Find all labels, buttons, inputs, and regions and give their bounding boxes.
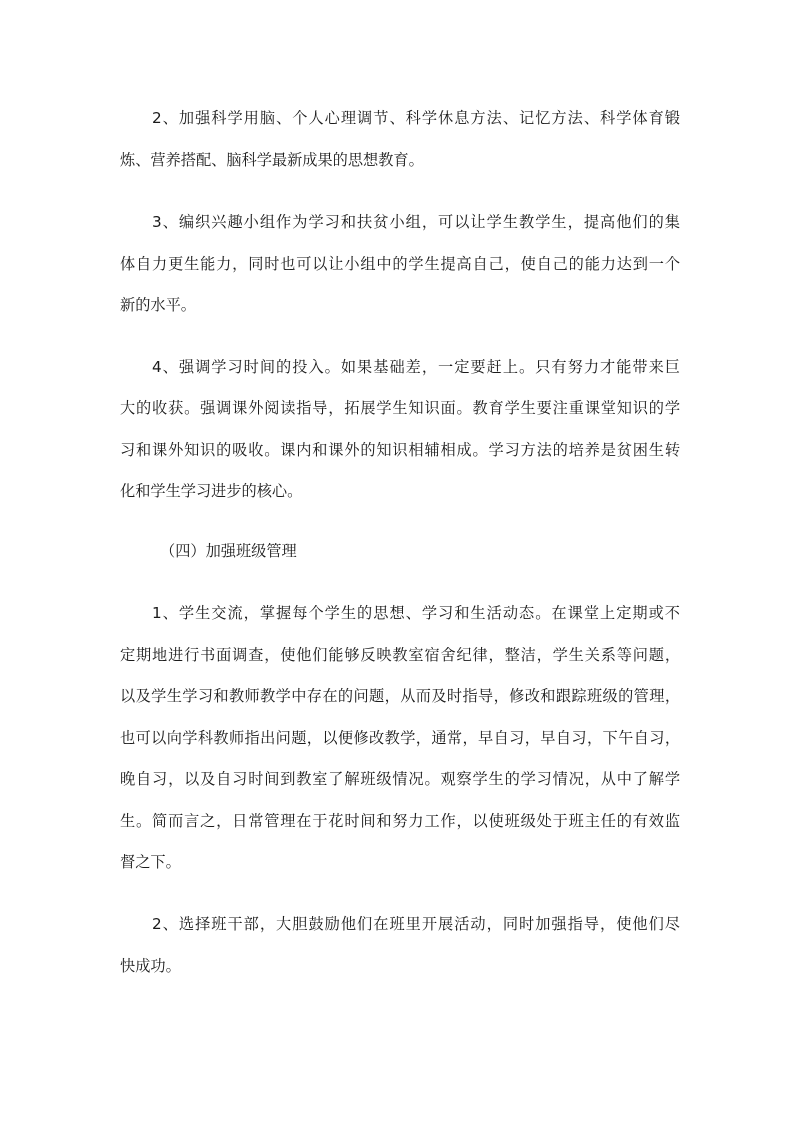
paragraph-6-line-2: 快成功。 — [120, 957, 181, 975]
paragraph-5-line-1: 1、学生交流，掌握每个学生的思想、学习和生活动态。在课堂上定期或不 — [152, 604, 680, 622]
paragraph-1-line-2: 炼、营养搭配、脑科学最新成果的思想教育。 — [120, 151, 424, 169]
paragraph-1-line-1: 2、加强科学用脑、个人心理调节、科学休息方法、记忆方法、科学体育锻 — [152, 109, 680, 127]
paragraph-6-line-1: 2、选择班干部，大胆鼓励他们在班里开展活动，同时加强指导，使他们尽 — [152, 915, 680, 933]
paragraph-2-line-2: 体自力更生能力，同时也可以让小组中的学生提高自己，使自己的能力达到一个 — [120, 255, 680, 273]
paragraph-2-line-1: 3、编织兴趣小组作为学习和扶贫小组，可以让学生教学生，提高他们的集 — [152, 213, 680, 231]
paragraph-3-line-1: 4、强调学习时间的投入。如果基础差，一定要赶上。只有努力才能带来巨 — [152, 358, 680, 376]
paragraph-3-line-4: 化和学生学习进步的核心。 — [120, 482, 303, 500]
paragraph-5-line-3: 以及学生学习和教师教学中存在的问题，从而及时指导，修改和跟踪班级的管理， — [120, 687, 680, 705]
section-heading: （四）加强班级管理 — [160, 542, 297, 560]
paragraph-3-line-3: 习和课外知识的吸收。课内和课外的知识相辅相成。学习方法的培养是贫困生转 — [120, 441, 680, 459]
paragraph-2-line-3: 新的水平。 — [120, 296, 196, 314]
paragraph-5-line-5: 晚自习，以及自习时间到教室了解班级情况。观察学生的学习情况，从中了解学 — [120, 770, 680, 788]
paragraph-3-line-2: 大的收获。强调课外阅读指导，拓展学生知识面。教育学生要注重课堂知识的学 — [120, 399, 680, 417]
paragraph-5-line-7: 督之下。 — [120, 853, 181, 871]
paragraph-5-line-4: 也可以向学科教师指出问题，以便修改教学，通常，早自习，早自习，下午自习， — [120, 729, 680, 747]
paragraph-5-line-6: 生。简而言之，日常管理在于花时间和努力工作，以使班级处于班主任的有效监 — [120, 812, 680, 830]
paragraph-5-line-2: 定期地进行书面调查，使他们能够反映教室宿舍纪律，整洁，学生关系等问题， — [120, 646, 680, 664]
